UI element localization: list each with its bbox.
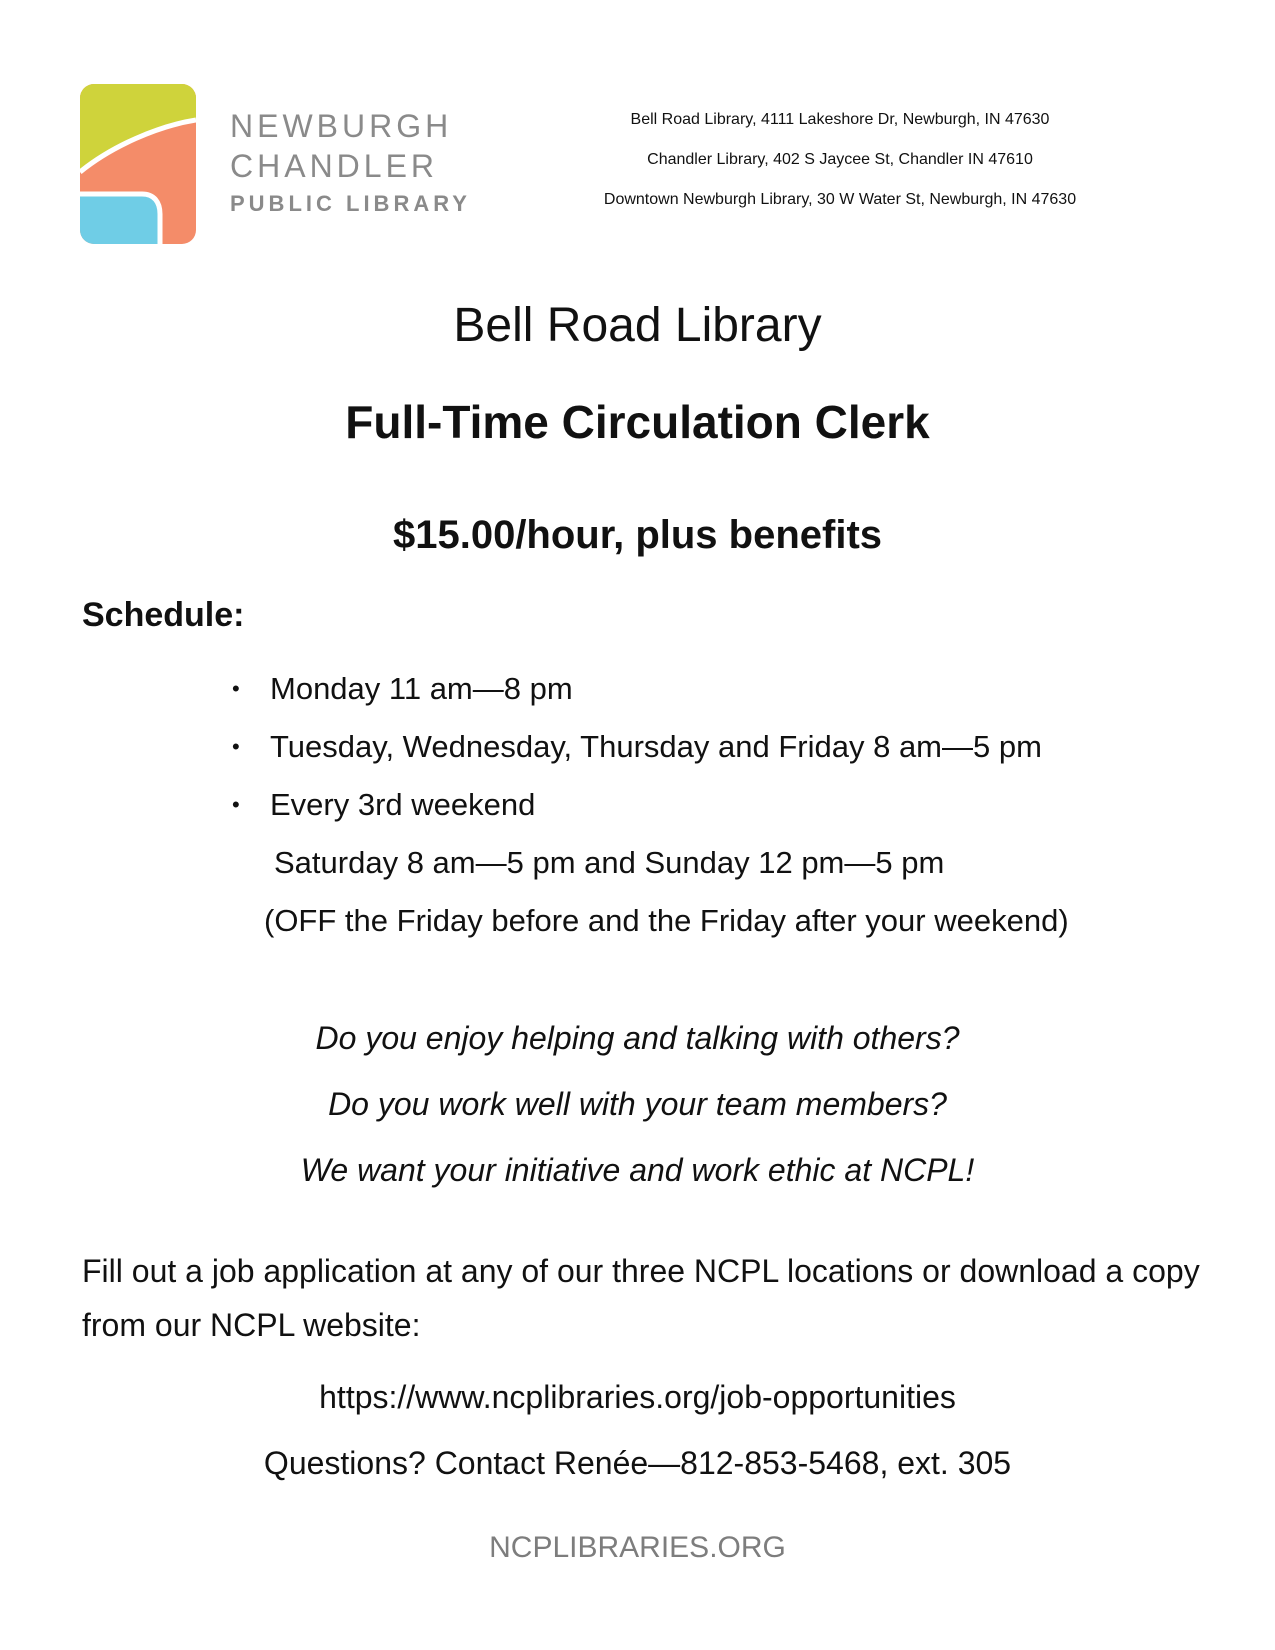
- logo-line-chandler: CHANDLER: [230, 148, 439, 184]
- library-logo: [80, 84, 471, 244]
- address-chandler: Chandler Library, 402 S Jaycee St, Chandler IN 47610: [647, 151, 1033, 168]
- library-name: [230, 106, 470, 222]
- address-bell-road: Bell Road Library, 4111 Lakeshore Dr, Newburgh, IN 47630: [630, 111, 1050, 128]
- schedule-label: Schedule:: [82, 596, 245, 634]
- schedule-item-text: Monday 11 am—8 pm: [270, 671, 573, 706]
- logo-line-public-library: PUBLIC LIBRARY: [230, 191, 471, 216]
- job-opportunities-url: https://www.ncplibraries.org/job-opportunities: [319, 1379, 956, 1415]
- location-heading: Bell Road Library: [453, 299, 822, 352]
- schedule-item: [228, 660, 1042, 718]
- bullet-icon: •: [232, 676, 240, 701]
- logo-line-newburgh: NEWBURGH: [230, 108, 453, 144]
- schedule-item-text: Tuesday, Wednesday, Thursday and Friday 8 am—5 pm: [270, 729, 1042, 764]
- pay-rate: $15.00/hour, plus benefits: [392, 513, 883, 557]
- footer-website: NCPLIBRARIES.ORG: [489, 1531, 786, 1564]
- library-logo-icon: [80, 84, 196, 244]
- schedule-item-text: Every 3rd weekend: [270, 787, 536, 822]
- schedule-item: [228, 776, 1042, 834]
- bullet-icon: •: [232, 734, 240, 759]
- question-line: Do you work well with your team members?: [328, 1086, 947, 1122]
- recruiting-questions: [0, 1005, 1275, 1203]
- schedule-list: [228, 660, 1042, 834]
- weekend-note: (OFF the Friday before and the Friday after your weekend): [264, 903, 1069, 938]
- address-downtown-newburgh: Downtown Newburgh Library, 30 W Water St, Newburgh, IN 47630: [603, 191, 1077, 208]
- question-line: We want your initiative and work ethic at NCPL!: [300, 1152, 975, 1188]
- question-line: Do you enjoy helping and talking with others?: [315, 1020, 960, 1056]
- weekend-detail: Saturday 8 am—5 pm and Sunday 12 pm—5 pm: [274, 845, 945, 880]
- contact-info: Questions? Contact Renée—812-853-5468, ext. 305: [263, 1445, 1012, 1481]
- branch-addresses: [560, 110, 1120, 230]
- application-instructions: Fill out a job application at any of our three NCPL locations or download a copy from our NCPL website:: [82, 1253, 1200, 1343]
- schedule-item: [228, 718, 1042, 776]
- job-title: Full-Time Circulation Clerk: [345, 396, 930, 448]
- bullet-icon: •: [232, 792, 240, 817]
